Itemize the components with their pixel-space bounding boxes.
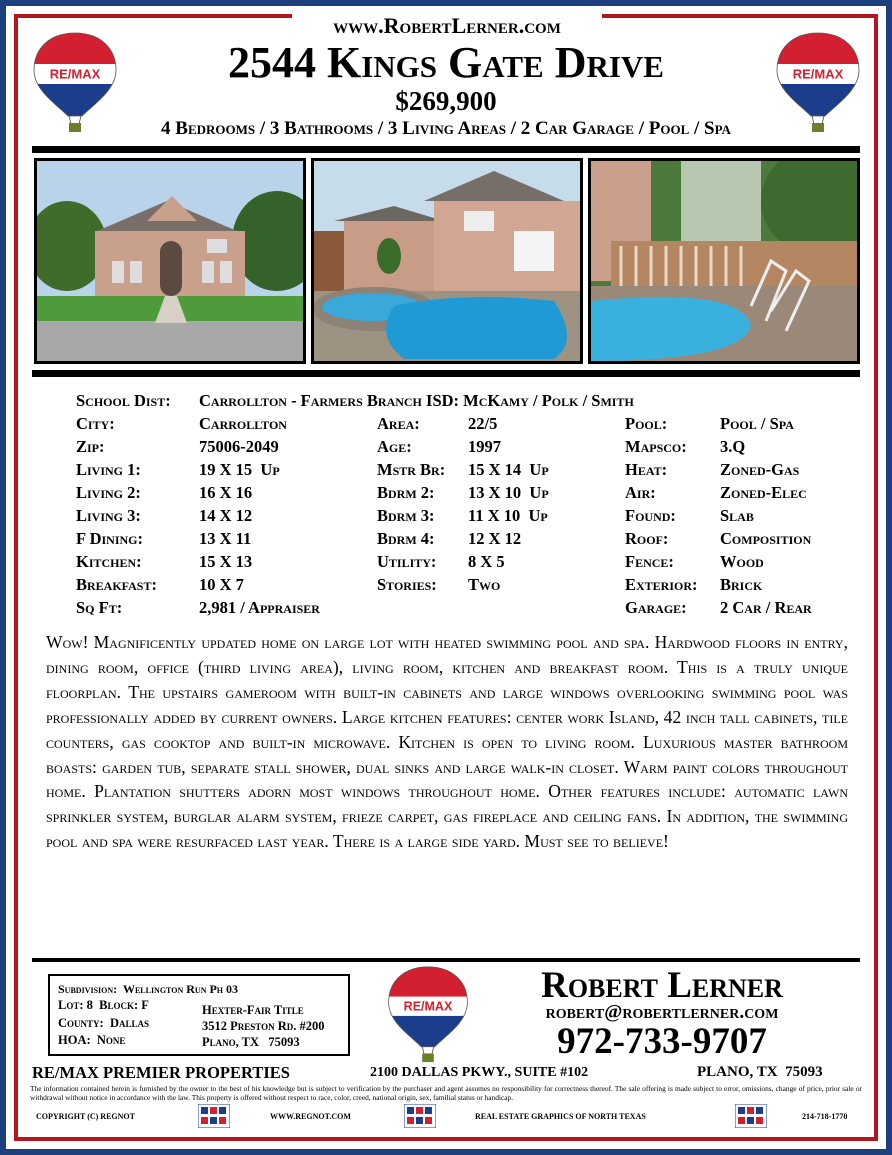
detail-label: Heat:	[625, 460, 668, 479]
detail-label: Air:	[625, 483, 656, 502]
detail-row	[377, 504, 548, 527]
detail-value: Carrollton - Farmers Branch ISD: McKamy / Polk / Smith	[199, 391, 634, 410]
subdivision-value: Wellington Run Ph 03	[122, 982, 239, 996]
brokerage-address: 2100 DALLAS PKWY., SUITE #102	[370, 1065, 589, 1080]
website-url[interactable]: www.RobertLerner.com	[292, 12, 602, 40]
detail-value: 14 X 12	[199, 506, 253, 525]
detail-row	[76, 412, 287, 435]
hoa-label: HOA:	[58, 1033, 91, 1047]
regnot-logo-icon	[735, 1104, 767, 1128]
detail-row	[377, 435, 501, 458]
detail-value: Wood	[720, 552, 764, 571]
brokerage-name: RE/MAX PREMIER PROPERTIES	[32, 1063, 290, 1082]
divider-photos	[32, 370, 860, 377]
detail-row	[76, 527, 251, 550]
svg-text:RE/MAX: RE/MAX	[792, 66, 844, 82]
title-company-city: Plano, TX 75093	[202, 1035, 300, 1049]
detail-label: Kitchen:	[76, 552, 142, 571]
detail-row	[377, 550, 505, 573]
detail-label: Bdrm 4:	[377, 529, 435, 548]
detail-row	[377, 573, 500, 596]
county-label: County:	[58, 1016, 104, 1030]
detail-value: Carrollton	[199, 414, 287, 433]
detail-label: Bdrm 3:	[377, 506, 435, 525]
detail-label: Living 1:	[76, 460, 141, 479]
lot-label: Lot:	[58, 998, 84, 1012]
title-company	[202, 1002, 325, 1050]
detail-label: Roof:	[625, 529, 669, 548]
property-description: Wow! Magnificently updated home on large lot with heated swimming pool and spa. Hardwood floors in entry, dining room, office (third living area), living room, kitchen and breakfast room. This is a truly unique floorplan. The upstairs gameroom with built-in cabinets and large windows overlooking swimming pool was professionally added by current owners. Large kitchen features: center work Island, 42 inch tall cabinets, tile counters, gas cooktop and built-in microwave. Kitchen is open to living room. Luxurious master bathroom boasts: garden tub, separate stall shower, dual sinks and large walk-in closet. Warm paint colors throughout home. Plantation shutters adorn most windows throughout home. Other features include: automatic lawn sprinkler system, burglar alarm system, frieze carpet, gas fireplace and ceiling fans. In addition, the swimming pool and spa were resurfaced last year. There is a large side yard. Must see to believe!	[46, 632, 848, 852]
legal-disclaimer: The information contained herein is furnished by the owner to the best of his knowledge but is subject to verification by the purchaser and agent assumes no responsibility for correctness thereof. The sale offering is made subject to error, omissions, change of price, prior sale or withdrawal without notice in accordance with the law. This property is offered without respect to race, color, creed, national origin, sex, familial status or handicap.	[30, 1084, 862, 1102]
detail-value: 11 X 10 Up	[468, 506, 548, 525]
detail-label: Bdrm 2:	[377, 483, 435, 502]
detail-label: Area:	[377, 414, 420, 433]
detail-row	[625, 504, 754, 527]
detail-value: Zoned-Elec	[720, 483, 807, 502]
detail-value: 13 X 11	[199, 529, 252, 548]
detail-label: Living 3:	[76, 506, 141, 525]
detail-label: Breakfast:	[76, 575, 157, 594]
detail-label: Fence:	[625, 552, 674, 571]
graphics-company: REAL ESTATE GRAPHICS OF NORTH TEXAS	[475, 1112, 646, 1121]
detail-row	[76, 573, 244, 596]
block-label: Block:	[99, 998, 139, 1012]
svg-text:RE/MAX: RE/MAX	[403, 999, 453, 1014]
detail-value: Two	[468, 575, 501, 594]
detail-value: 15 X 13	[199, 552, 253, 571]
detail-row	[625, 573, 762, 596]
block-value: F	[141, 998, 149, 1012]
detail-row	[76, 504, 252, 527]
detail-value: Slab	[720, 506, 754, 525]
agent-email[interactable]: robert@robertlerner.com	[545, 1002, 779, 1023]
detail-value: Composition	[720, 529, 812, 548]
detail-value: 75006-2049	[199, 437, 279, 456]
detail-school	[76, 389, 634, 412]
county-value: Dallas	[109, 1016, 149, 1030]
detail-row	[76, 596, 320, 619]
detail-value: Brick	[720, 575, 763, 594]
photo-side-yard-pool[interactable]	[588, 158, 860, 364]
brokerage-bar	[32, 1063, 860, 1083]
agent-name: Robert Lerner	[541, 965, 783, 1006]
hoa-line	[58, 1033, 125, 1048]
remax-balloon-logo-center	[383, 964, 473, 1064]
detail-row	[377, 412, 497, 435]
divider-bottom	[32, 958, 860, 962]
detail-label: Stories:	[377, 575, 437, 594]
detail-label: Zip:	[76, 437, 105, 456]
county-line	[58, 1016, 149, 1031]
detail-value: Pool / Spa	[720, 414, 794, 433]
detail-row	[625, 527, 811, 550]
detail-row	[377, 458, 549, 481]
detail-value: 15 X 14 Up	[468, 460, 549, 479]
detail-label: Utility:	[377, 552, 437, 571]
regnot-logo-icon	[404, 1104, 436, 1128]
detail-value: Zoned-Gas	[720, 460, 800, 479]
detail-value: 2,981 / Appraiser	[199, 598, 320, 617]
detail-value: 19 X 15 Up	[199, 460, 280, 479]
remax-balloon-logo-right	[773, 30, 863, 134]
divider-top	[32, 146, 860, 153]
detail-value: 13 X 10 Up	[468, 483, 549, 502]
detail-label: Garage:	[625, 598, 687, 617]
detail-value: 3.Q	[720, 437, 746, 456]
detail-row	[625, 412, 794, 435]
subdivision-label: Subdivision:	[58, 982, 118, 996]
detail-label: Exterior:	[625, 575, 698, 594]
detail-row	[377, 527, 521, 550]
copyright: COPYRIGHT (C) REGNOT	[36, 1112, 135, 1121]
detail-row	[76, 435, 279, 458]
agent-phone[interactable]: 972-733-9707	[557, 1021, 767, 1062]
detail-label: Mapsco:	[625, 437, 687, 456]
title-company-name: Hexter-Fair Title	[202, 1003, 304, 1017]
detail-label: Found:	[625, 506, 676, 525]
detail-label: Pool:	[625, 414, 668, 433]
graphics-phone: 214-718-1770	[802, 1112, 848, 1121]
detail-row	[76, 550, 252, 573]
detail-value: 1997	[468, 437, 501, 456]
regnot-website[interactable]: WWW.REGNOT.COM	[270, 1112, 351, 1121]
detail-label: Living 2:	[76, 483, 141, 502]
detail-label: City:	[76, 414, 115, 433]
detail-value: 2 Car / Rear	[720, 598, 812, 617]
detail-label: School Dist:	[76, 391, 171, 410]
brokerage-city: PLANO, TX 75093	[697, 1064, 823, 1080]
subdivision-line	[58, 982, 238, 997]
detail-row	[625, 481, 807, 504]
detail-value: 16 X 16	[199, 483, 253, 502]
detail-row	[76, 458, 280, 481]
regnot-logo-icon	[198, 1104, 230, 1128]
detail-row	[625, 550, 764, 573]
detail-row	[625, 596, 812, 619]
detail-value: 10 X 7	[199, 575, 244, 594]
title-company-address: 3512 Preston Rd. #200	[202, 1019, 325, 1033]
remax-balloon-logo-left	[30, 30, 120, 134]
lot-value: 8	[86, 998, 93, 1012]
hoa-value: None	[96, 1033, 126, 1047]
property-price: $269,900	[395, 86, 497, 116]
detail-value: 12 X 12	[468, 529, 522, 548]
lot-block-line	[58, 998, 149, 1013]
property-features: 4 Bedrooms / 3 Bathrooms / 3 Living Areas / 2 Car Garage / Pool / Spa	[161, 118, 731, 139]
detail-label: Age:	[377, 437, 412, 456]
detail-row	[76, 481, 252, 504]
svg-text:RE/MAX: RE/MAX	[49, 66, 101, 82]
detail-label: F Dining:	[76, 529, 144, 548]
detail-label: Sq Ft:	[76, 598, 123, 617]
detail-row	[625, 435, 745, 458]
subdivision-info-box	[48, 974, 350, 1056]
photo-front-exterior[interactable]	[34, 158, 306, 364]
detail-row	[625, 458, 799, 481]
detail-value: 8 X 5	[468, 552, 505, 571]
detail-label: Mstr Br:	[377, 460, 446, 479]
property-address: 2544 Kings Gate Drive	[228, 38, 664, 87]
detail-row	[377, 481, 549, 504]
detail-value: 22/5	[468, 414, 498, 433]
photo-pool-and-spa[interactable]	[311, 158, 583, 364]
